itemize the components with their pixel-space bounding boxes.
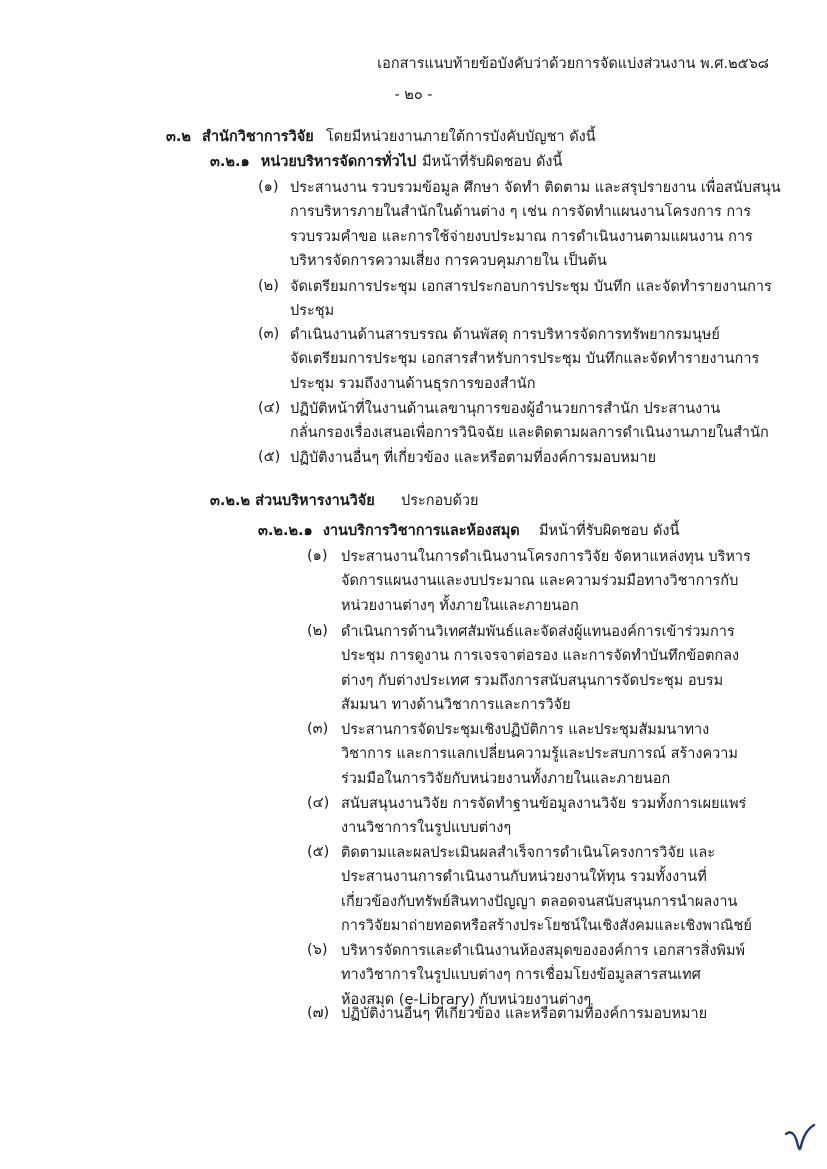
section-3-2-2-intro: ประกอบด้วย [401,493,479,509]
item-text-line: วิชาการ และการแลกเปลี่ยนความรู้และประสบการณ์ สร้างความ [341,746,738,763]
item-text-line: ประสานงาน รวบรวมข้อมูล ศึกษา จัดทำ ติดตาม และสรุปรายงาน เพื่อสนับสนุน [290,180,781,196]
item-text-line: หน่วยงานต่างๆ ทั้งภายในและภายนอก [341,597,579,614]
item-text-line: สนับสนุนงานวิจัย การจัดทำฐานข้อมูลงานวิจัย รวมทั้งการเผยแพร่ [341,796,747,812]
section-3-2-2-heading [210,490,375,512]
item-number: (๕) [258,449,281,465]
item-text-line: จัดเตรียมการประชุม เอกสารประกอบการประชุม บันทึก และจัดทำรายงานการ [290,279,772,295]
item-text-line: ประชุม การดูงาน การเจรจาต่อรอง และการจัดทำบันทึกข้อตกลง [341,648,740,665]
item-text-line: สัมมนา ทางด้านวิชาการและการวิจัย [341,697,571,714]
item-text-line: ประสานงานการดำเนินงานกับหน่วยงานให้ทุน รวมทั้งงานที่ [341,869,707,886]
item-text-line: ติดตามและผลประเมินผลสำเร็จการดำเนินโครงการวิจัย และ [341,845,716,861]
item-number: (๓) [307,721,329,737]
item-number: (๒) [258,278,279,294]
list-item [341,841,752,939]
item-text-line: ประสานงานในการดำเนินงานโครงการวิจัย จัดหาแหล่งทุน บริหาร [341,549,751,565]
item-text-line: ทางวิชาการในรูปแบบต่างๆ การเชื่อมโยงข้อมูลสารสนเทศ [341,967,701,984]
item-text-line: ต่างๆ กับต่างประเทศ รวมถึงการสนับสนุนการจัดประชุม อบรม [341,672,724,689]
page-number: - ๒๐ - [394,87,433,103]
item-text-line: ปฏิบัติงานอื่นๆ ที่เกี่ยวข้อง และหรือตามที่องค์การมอบหมาย [341,1006,708,1022]
section-title: ส่วนบริหารงานวิจัย [255,493,375,509]
item-text-line: บริหารจัดการและดำเนินงานห้องสมุดขององค์การ เอกสารสิ่งพิมพ์ [341,943,746,959]
item-number: (๕) [307,844,330,860]
list-item [290,397,769,446]
handwritten-initial-mark [783,1120,817,1156]
item-text-line: การวิจัยมาถ่ายทอดหรือสร้างประโยชน์ในเชิงสังคมและเชิงพาณิชย์ [341,918,752,935]
list-item [341,718,738,791]
section-3-2-2-1-intro: มีหน้าที่รับผิดชอบ ดังนี้ [539,523,680,539]
section-3-2-1-intro: มีหน้าที่รับผิดชอบ ดังนี้ [422,154,563,170]
section-3-2-1-heading [210,151,416,173]
item-number: (๖) [307,942,328,958]
section-title: สำนักวิชาการวิจัย [202,129,314,145]
item-text-line: ประชุม [290,303,335,320]
item-text-line: จัดการแผนงานและงบประมาณ และความร่วมมือทางวิชาการกับ [341,573,739,590]
item-text-line: รวบรวมคำขอ และการใช้จ่ายงบประมาณ การดำเนินงานตามแผนงาน การ [290,228,753,245]
item-number: (๔) [258,400,281,416]
item-number: (๑) [258,179,279,195]
list-item [290,323,759,396]
section-number: ๓.๒.๑ [210,154,250,170]
section-number: ๓.๒.๒ [210,493,251,509]
item-text-line: ดำเนินงานด้านสารบรรณ ด้านพัสดุ การบริหารจัดการทรัพยากรมนุษย์ [290,327,720,343]
section-3-2-heading [166,126,314,148]
list-item [341,545,751,618]
item-text-line: ปฏิบัติงานอื่นๆ ที่เกี่ยวข้อง และหรือตามที่องค์การมอบหมาย [290,450,657,466]
item-text-line: ประชุม รวมถึงงานด้านธุรการของสำนัก [290,375,536,392]
item-number: (๔) [307,795,330,811]
item-text-line: จัดเตรียมการประชุม เอกสารสำหรับการประชุม บันทึกและจัดทำรายงานการ [290,351,760,368]
item-text-line: งานวิชาการในรูปแบบต่างๆ [341,820,512,837]
section-3-2-intro: โดยมีหน่วยงานภายใต้การบังคับบัญชา ดังนี้ [326,129,596,145]
list-item [290,275,772,324]
item-text-line: ประสานการจัดประชุมเชิงปฏิบัติการ และประชุมสัมมนาทาง [341,722,710,738]
list-item [290,176,781,274]
list-item [290,446,656,470]
section-title: งานบริการวิชาการและห้องสมุด [322,523,520,539]
section-number: ๓.๒.๒.๑ [258,523,313,539]
item-text-line: เกี่ยวข้องกับทรัพย์สินทางปัญญา ตลอดจนสนับสนุนการนำผลงาน [341,893,738,910]
section-3-2-2-1-heading [258,520,520,542]
section-title: หน่วยบริหารจัดการทั่วไป [260,154,417,170]
list-item [341,792,746,841]
document-header: เอกสารแนบท้ายข้อบังคับว่าด้วยการจัดแบ่งส่วนงาน พ.ศ.๒๕๖๘ [377,56,769,72]
item-number: (๒) [307,623,328,639]
section-number: ๓.๒ [166,129,191,145]
item-text-line: กลั่นกรองเรื่องเสนอเพื่อการวินิจฉัย และติดตามผลการดำเนินงานภายในสำนัก [290,425,769,442]
item-number: (๑) [307,548,328,564]
item-text-line: ปฏิบัติหน้าที่ในงานด้านเลขานุการของผู้อำนวยการสำนัก ประสานงาน [290,401,721,417]
item-text-line: ร่วมมือในการวิจัยกับหน่วยงานทั้งภายในและภายนอก [341,770,671,787]
list-item [341,1002,707,1026]
list-item [341,620,739,718]
item-text-line: ดำเนินการด้านวิเทศสัมพันธ์และจัดส่งผู้แทนองค์การเข้าร่วมการ [341,624,735,640]
item-text-line: ห้องสมุด (e-Library) กับหน่วยงานต่างๆ [341,991,592,1008]
item-number: (๗) [307,1005,330,1021]
item-text-line: บริหารจัดการความเสี่ยง การควบคุมภายใน เป็นต้น [290,253,607,270]
item-number: (๓) [258,326,280,342]
item-text-line: การบริหารภายในสำนักในด้านต่าง ๆ เช่น การจัดทำแผนงานโครงการ การ [290,204,752,221]
